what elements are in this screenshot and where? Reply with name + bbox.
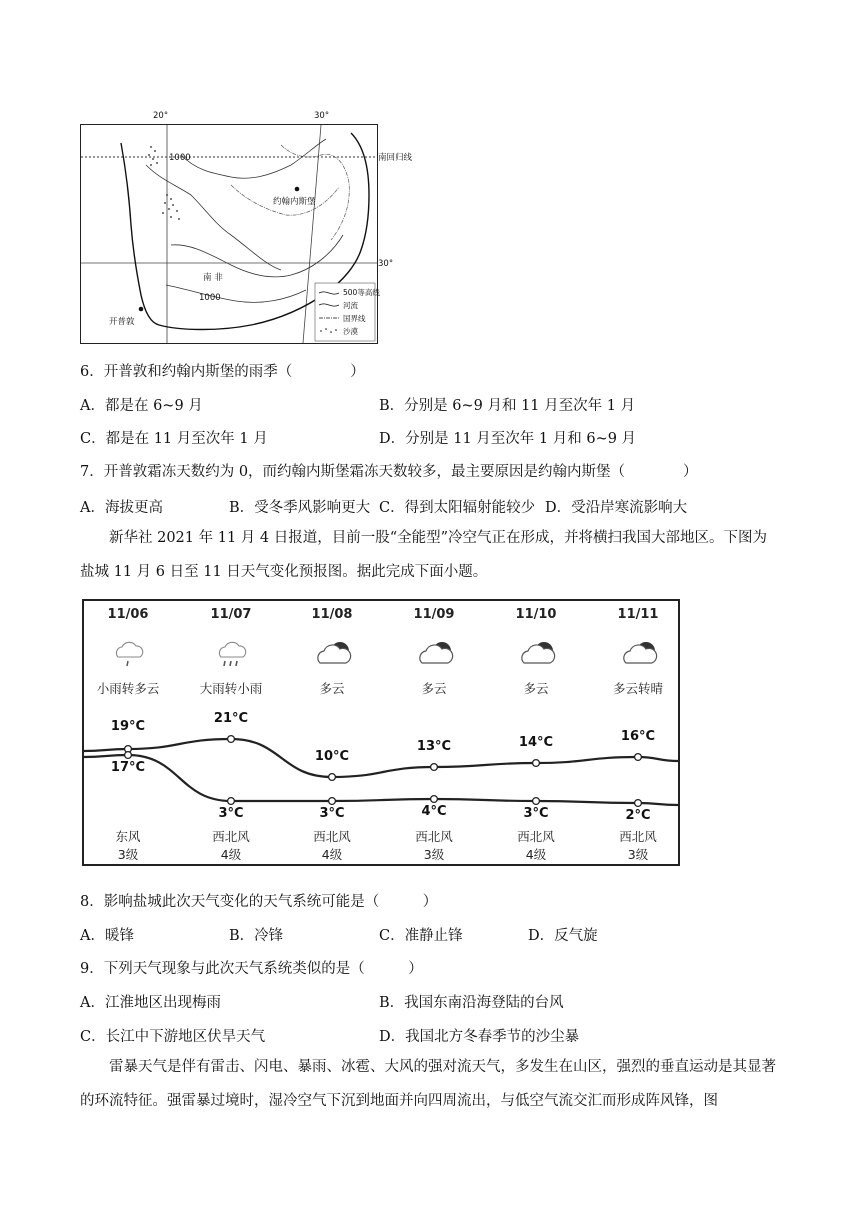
label-contour-1000-a: 1000	[169, 153, 191, 163]
legend-river: 河流	[343, 301, 358, 310]
question-8-stem: 8．影响盐城此次天气变化的天气系统可能是（ ）	[80, 894, 438, 910]
label-capetown: 开普敦	[109, 317, 135, 327]
high-temperature-label: 21°C	[213, 711, 249, 726]
question-8-option-c: C．准静止锋	[379, 928, 463, 944]
forecast-labels	[84, 601, 678, 864]
forecast-wind-direction: 西北风	[313, 829, 351, 844]
forecast-wind-level: 3级	[627, 847, 649, 862]
forecast-weather: 大雨转小雨	[199, 681, 263, 696]
forecast-wind-direction: 西北风	[517, 829, 555, 844]
question-7-option-d: D．受沿岸寒流影响大	[545, 500, 688, 516]
question-7-stem: 7．开普敦霜冻天数约为 0，而约翰内斯堡霜冻天数较多，最主要原因是约翰内斯堡（ ）	[80, 464, 698, 480]
low-temperature-label: 2°C	[625, 808, 651, 823]
label-lon20: 20°	[153, 111, 169, 121]
label-tropic: 南回归线	[378, 153, 413, 163]
legend-border: 国界线	[343, 314, 366, 323]
high-temperature-label: 14°C	[518, 735, 554, 750]
question-9-option-a: A．江淮地区出现梅雨	[80, 995, 221, 1011]
low-temperature-label: 17°C	[110, 760, 146, 775]
legend-contour: 500等高线	[343, 288, 380, 297]
forecast-date: 11/08	[311, 607, 353, 622]
forecast-date: 11/09	[413, 607, 455, 622]
question-7-option-b: B．受冬季风影响更大	[229, 500, 371, 516]
label-lat30: 30°	[378, 259, 394, 269]
forecast-weather: 小雨转多云	[96, 681, 160, 696]
question-6-option-d: D．分别是 11 月至次年 1 月和 6~9 月	[379, 431, 637, 447]
question-9-stem: 9．下列天气现象与此次天气系统类似的是（ ）	[80, 961, 423, 977]
legend-desert: 沙漠	[343, 327, 358, 336]
forecast-wind-direction: 西北风	[212, 829, 250, 844]
forecast-wind-level: 4级	[321, 847, 343, 862]
question-8-option-b: B．冷锋	[229, 928, 284, 944]
low-temperature-label: 3°C	[523, 806, 549, 821]
forecast-weather: 多云	[319, 681, 345, 696]
label-lon30: 30°	[314, 111, 330, 121]
low-temperature-label: 4°C	[421, 804, 447, 819]
forecast-wind-level: 3级	[117, 847, 139, 862]
high-temperature-label: 13°C	[416, 739, 452, 754]
question-6-option-c: C．都是在 11 月至次年 1 月	[80, 431, 268, 447]
forecast-wind-direction: 西北风	[415, 829, 453, 844]
weather-forecast-chart	[82, 599, 680, 866]
forecast-weather: 多云	[421, 681, 447, 696]
question-8-option-d: D．反气旋	[528, 928, 598, 944]
forecast-wind-level: 4级	[525, 847, 547, 862]
question-6-option-b: B．分别是 6~9 月和 11 月至次年 1 月	[379, 398, 636, 414]
high-temperature-label: 10°C	[314, 749, 350, 764]
question-6-option-a: A．都是在 6~9 月	[80, 398, 203, 414]
forecast-wind-direction: 西北风	[619, 829, 657, 844]
question-7-option-a: A．海拔更高	[80, 500, 163, 516]
question-9-option-c: C．长江中下游地区伏旱天气	[80, 1029, 266, 1045]
high-temperature-label: 16°C	[620, 729, 656, 744]
forecast-date: 11/11	[617, 607, 659, 622]
map-drawing	[81, 125, 377, 343]
label-south-africa: 南 非	[203, 273, 223, 283]
question-9-option-d: D．我国北方冬春季节的沙尘暴	[379, 1029, 580, 1045]
south-africa-map	[80, 111, 413, 344]
low-temperature-label: 3°C	[218, 806, 244, 821]
low-temperature-label: 3°C	[319, 806, 345, 821]
question-9-option-b: B．我国东南沿海登陆的台风	[379, 995, 564, 1011]
forecast-wind-level: 3级	[423, 847, 445, 862]
forecast-wind-direction: 东风	[115, 829, 141, 844]
forecast-wind-level: 4级	[220, 847, 242, 862]
forecast-date: 11/07	[210, 607, 252, 622]
passage-intro: 新华社 2021 年 11 月 4 日报道，目前一股“全能型”冷空气正在形成，并将横扫我国大部地区。下图为盐城 11 月 6 日至 11 日天气变化预报图。据此完成下面小题。	[80, 530, 768, 580]
forecast-weather: 多云	[523, 681, 549, 696]
high-temperature-label: 19°C	[110, 719, 146, 734]
forecast-weather: 多云转晴	[612, 681, 664, 696]
forecast-date: 11/10	[515, 607, 557, 622]
forecast-date: 11/06	[107, 607, 149, 622]
passage-thunderstorm: 雷暴天气是伴有雷击、闪电、暴雨、冰雹、大风的强对流天气，多发生在山区，强烈的垂直运动是其显著的环流特征。强雷暴过境时，湿冷空气下沉到地面并向四周流出，与低空气流交汇而形成阵风锋，图	[80, 1059, 776, 1109]
question-6-stem: 6．开普敦和约翰内斯堡的雨季（ ）	[80, 364, 365, 380]
label-johannesburg: 约翰内斯堡	[273, 197, 316, 207]
label-contour-1000-b: 1000	[199, 293, 221, 303]
question-7-option-c: C．得到太阳辐射能较少	[379, 500, 536, 516]
question-8-option-a: A．暖锋	[80, 928, 134, 944]
